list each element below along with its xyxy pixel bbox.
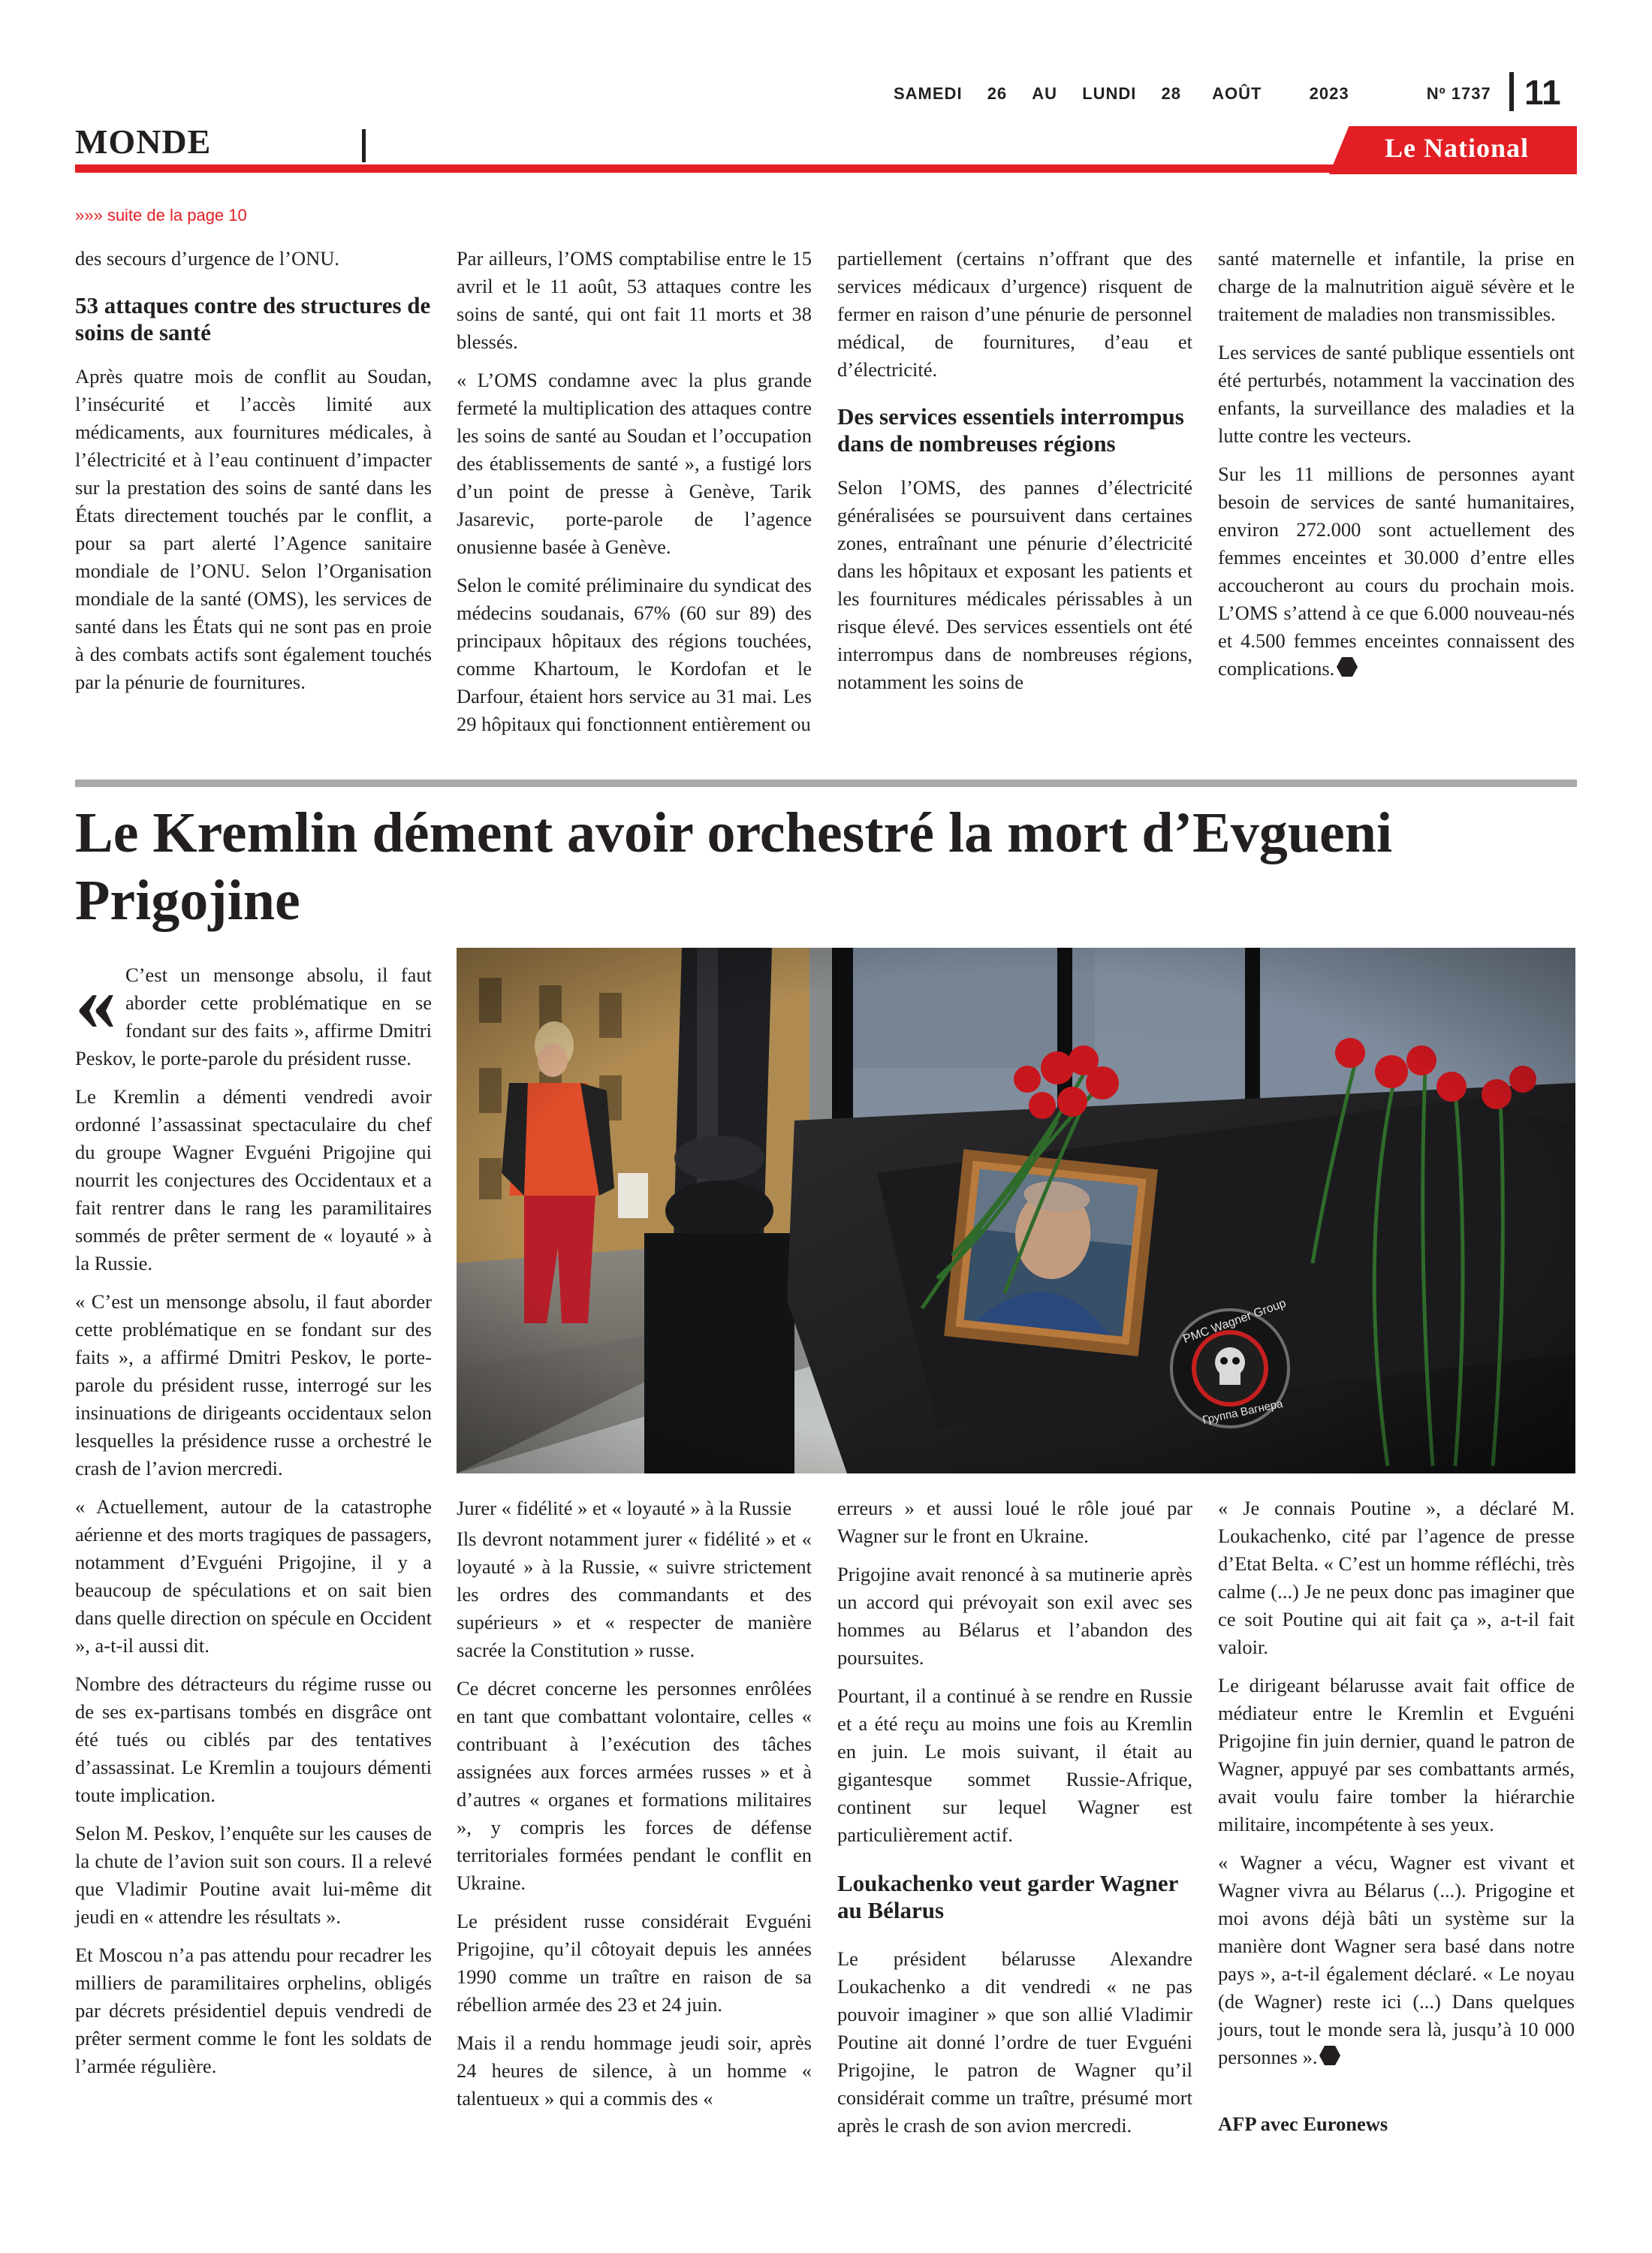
paragraph: Les services de santé publique essentiels ont été perturbés, notamment la vaccination des enfants, la surveillance des maladies et la lutte contre les vecteurs. [1218, 341, 1575, 447]
article-signature: AFP avec Euronews [1218, 2113, 1388, 2135]
paragraph: Prigojine avait renoncé à sa mutinerie après un accord qui prévoyait son exil avec ses hommes au Bélarus et l’abandon des poursuites. [837, 1563, 1192, 1669]
paragraph-text: « Wagner a vécu, Wagner est vivant et Wagner vivra au Bélarus (...). Prigogine et moi avons déjà bâti un système sur la manière dont Wagner sera basé dans notre pays », a-t-il également déclaré. « Le noyau (de Wagner) reste ici (...) Dans quelques jours, tout le monde sera là, jusqu’à 10 000 personnes ». [1218, 1851, 1575, 2068]
paragraph: Ce décret concerne les personnes enrôlées en tant que combattant volontaire, celles « contribuant à l’exécution des tâches assignées aux forces armées russes » et à d’autres « organes et formations militaires », y compris les forces de défense territoriales formées pendant le conflit en Ukraine. [457, 1677, 812, 1894]
date-day-start: 26 [987, 84, 1008, 103]
paragraph: Selon l’OMS, des pannes d’électricité généralisées se poursuivent dans certaines zones, entraînant une pénurie d’électricité dans les hôpitaux et exposant les patients et les fournitures médicales périssables à un risque élevé. Des services essentiels ont été interrompus dans de nombreuses régions, notamment les soins de [837, 476, 1192, 693]
paragraph-text: Sur les 11 millions de personnes ayant besoin de services de santé humanitaires, environ 272.000 sont actuellement des femmes enceintes et 30.000 d’entre elles accoucheront au cours du prochain mois. L’OMS s’attend à ce que 6.000 nouveau-nés et 4.500 femmes enceintes connaissent des complications. [1218, 463, 1575, 680]
paragraph: Le Kremlin a démenti vendredi avoir ordonné l’assassinat spectaculaire du chef du groupe Wagner Evguéni Prigojine qui nourrit les conjectures des Occidentaux et a fait rentrer dans le rang les paramilitaires sommés de prêter serment de « loyauté » à la Russie. [75, 1085, 432, 1274]
page-number-divider [1509, 72, 1514, 111]
paragraph: Jurer « fidélité » et « loyauté » à la Russie [457, 1497, 791, 1519]
subheading: Des services essentiels interrompus dans de nombreuses régions [837, 403, 1184, 457]
article-photo [457, 948, 1575, 1473]
date-month: AOÛT [1212, 84, 1262, 103]
date-to: AU [1032, 84, 1058, 103]
continued-from: »»» suite de la page 10 [75, 206, 247, 225]
top-article-col-2 [457, 245, 812, 749]
paragraph: Le président bélarusse Alexandre Loukachenko a dit vendredi « ne pas pouvoir imaginer » que son allié Vladimir Poutine ait donné l’ordre de tuer Evguéni Prigojine, le patron de Wagner qu’il considérait comme un traître, présumé mort après le crash de son avion mercredi. [837, 1947, 1192, 2137]
paragraph: Selon M. Peskov, l’enquête sur les causes de la chute de l’avion suit son cours. Il a relevé que Vladimir Poutine avait lui-même dit jeudi en « attendre les résultats ». [75, 1822, 432, 1928]
paragraph: Après quatre mois de conflit au Soudan, l’insécurité et l’accès limité aux médicaments, aux fournitures médicales, à l’électricité et à l’eau continuent d’impacter sur la prestation des soins de santé dans les États directement touchés par le conflit, a pour sa part alerté l’Agence sanitaire mondiale de l’ONU. Selon l’Organisation mondiale de la santé (OMS), les services de santé dans les États qui ne sont pas en proie à des combats actifs sont également touchés par la pénurie de fournitures. [75, 365, 432, 693]
paragraph: erreurs » et aussi loué le rôle joué par Wagner sur le front en Ukraine. [837, 1497, 1192, 1547]
end-of-article-icon [1336, 656, 1358, 678]
paragraph: « Je connais Poutine », a déclaré M. Loukachenko, cité par l’agence de presse d’Etat Belta. « C’est un homme réfléchi, très calme (...) Je ne peux donc pas imaginer que ce soit Poutine qui ait fait ça », a-t-il fait valoir. [1218, 1497, 1575, 1658]
subheading: Loukachenko veut garder Wagner au Bélarus [837, 1870, 1178, 1923]
main-article-col-4 [1218, 1494, 1575, 2149]
section-divider [362, 129, 366, 162]
subheading: 53 attaques contre des structures de soins de santé [75, 292, 431, 345]
paragraph: des secours d’urgence de l’ONU. [75, 247, 339, 270]
paragraph [1218, 1849, 1575, 2071]
paragraph: Mais il a rendu hommage jeudi soir, après 24 heures de silence, à un homme « talentueux » qui a commis des « [457, 2031, 812, 2110]
paragraph: Nombre des détracteurs du régime russe ou de ses ex-partisans tombés en disgrâce ont été tués ou ciblés par des tentatives d’assassinat. Le Kremlin a toujours démenti toute implication. [75, 1672, 432, 1806]
lead-paragraph [75, 956, 432, 1072]
paragraph: Le dirigeant bélarusse avait fait office de médiateur entre le Kremlin et Evguéni Prigojine fin juin dernier, quand le patron de Wagner, appuyé par ses combattants armés, avait voulu faire tomber la hiérarchie militaire, incompétente à ses yeux. [1218, 1674, 1575, 1835]
paragraph: Le président russe considérait Evguéni Prigojine, qu’il côtoyait depuis les années 1990 comme un traître en raison de sa rébellion armée des 23 et 24 juin. [457, 1910, 812, 2016]
section-title: MONDE [75, 122, 212, 161]
date-day-name-end: LUNDI [1082, 84, 1137, 103]
date-day-end: 28 [1161, 84, 1182, 103]
top-article-col-3 [837, 245, 1192, 707]
paragraph: « C’est un mensonge absolu, il faut aborder cette problématique en se fondant sur des faits », a affirmé Dmitri Peskov, le porte-parole du président russe, interrogé sur les insinuations de dirigeants occidentaux selon lesquelles la présidence russe a orchestré le crash de l’avion mercredi. [75, 1290, 432, 1479]
page-number: 11 [1524, 73, 1561, 112]
paragraph: Par ailleurs, l’OMS comptabilise entre le 15 avril et le 11 août, 53 attaques contre les soins de santé, qui ont fait 11 morts et 38 blessés. [457, 247, 812, 353]
paragraph: Pourtant, il a continué à se rendre en Russie et a été reçu au moins une fois au Kremlin en juin. Le mois suivant, il était au gigantesque sommet Russie-Afrique, continent sur lequel Wagner est particulièrement actif. [837, 1684, 1192, 1846]
memorial-photo [457, 948, 1575, 1473]
article-headline: Le Kremlin dément avoir orchestré la mort d’Evgueni Prigojine [75, 801, 1393, 932]
top-article-col-1 [75, 245, 432, 707]
main-article-col-2 [457, 1494, 812, 2123]
lead-text: C’est un mensonge absolu, il faut aborder cette problématique en se fondant sur des faits », affirme Dmitri Peskov, le porte-parole du président russe. [75, 964, 432, 1069]
opening-quote-mark: « [75, 956, 116, 1048]
top-article-col-4 [1218, 245, 1575, 693]
main-article-col-3 [837, 1494, 1192, 2150]
paragraph [1218, 460, 1575, 683]
paragraph: partiellement (certains n’offrant que des services médicaux d’urgence) risquent de fermer en raison d’une pénurie de personnel médical, de fournitures, d’eau et d’électricité. [837, 247, 1192, 381]
paragraph: santé maternelle et infantile, la prise en charge de la malnutrition aiguë sévère et le traitement de maladies non transmissibles. [1218, 247, 1575, 325]
paragraph: « L’OMS condamne avec la plus grande fermeté la multiplication des attaques contre les soins de santé au Soudan et l’occupation des établissements de santé », a fustigé lors d’un point de presse à Genève, Tarik Jasarevic, porte-parole de l’agence onusienne basée à Genève. [457, 369, 812, 558]
date-day-name: SAMEDI [894, 84, 963, 103]
main-article-col-1 [75, 956, 432, 2091]
paragraph: Selon le comité préliminaire du syndicat des médecins soudanais, 67% (60 sur 89) des principaux hôpitaux des régions touchées, comme Khartoum, le Kordofan et le Darfour, étaient hors service au 31 mai. Les 29 hôpitaux qui fonctionnent entièrement ou [457, 574, 812, 735]
paragraph: « Actuellement, autour de la catastrophe aérienne et des morts tragiques de passagers, notamment d’Evguéni Prigojine, il y a beaucoup de spéculations et on sait bien dans quelle direction on spécule en Occident », a-t-il aussi dit. [75, 1495, 432, 1657]
brand-name: Le National [1384, 133, 1529, 163]
paragraph: Ils devront notamment jurer « fidélité » et « loyauté » à la Russie, « suivre strictement les ordres des commandants et des supérieurs » et « respecter de manière sacrée la Constitution » russe. [457, 1528, 812, 1661]
paragraph: Et Moscou n’a pas attendu pour recadrer les milliers de paramilitaires orphelins, obligés par décrets présidentiel depuis vendredi de prêter serment comme le font les soldats de l’armée régulière. [75, 1944, 432, 2077]
issue-date-line [894, 84, 1494, 104]
issue-number: Nº 1737 [1426, 84, 1491, 103]
date-year: 2023 [1309, 84, 1349, 103]
article-separator [75, 780, 1577, 787]
end-of-article-icon [1319, 2044, 1341, 2067]
